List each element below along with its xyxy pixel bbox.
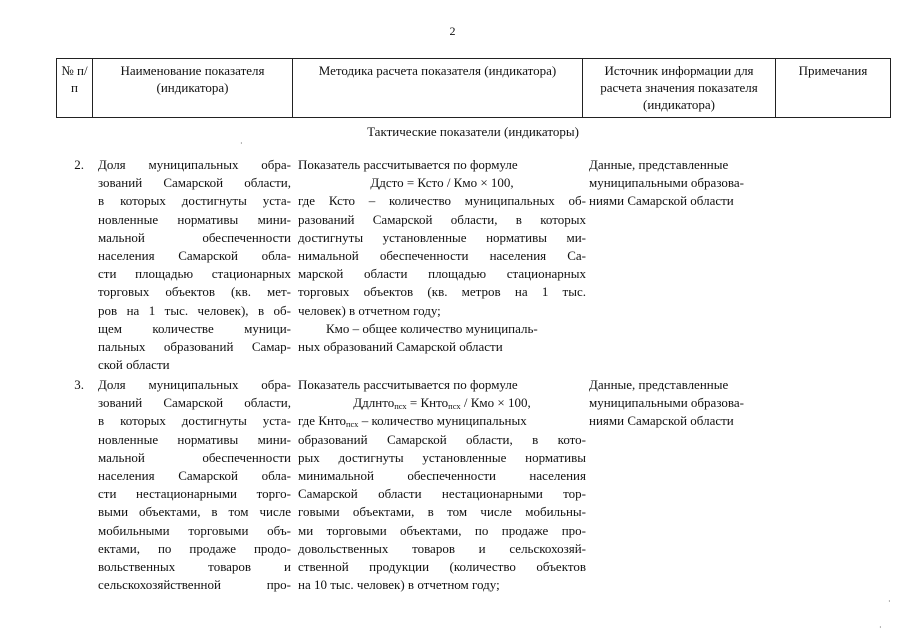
section-title: Тактические показатели (индикаторы): [367, 124, 579, 139]
row-number: 3.: [74, 377, 84, 392]
column-header-calculation-method: Методика расчета показателя (индикатора): [293, 59, 583, 118]
column-header-indicator-name: Наименование показателя (индикатора): [93, 59, 293, 118]
formula: Ддсто = Ксто / Кмо × 100,: [370, 175, 514, 191]
formula: Ддлнто$_{псх}$ = Кнто$_{псх}$ / Кмо × 100,: [353, 395, 531, 412]
information-source: Данные, представленные муниципальными образова- ниями Самарской области: [589, 157, 744, 209]
indicator-name: Доля муниципальных обра- зований Самарской области, в которых достигнуты уста- новленные нормативы мини- мальной обеспеченности населения Самарской обла- сти нестационарными торго- выми объектами, в том числе мобильными торговыми объ- ектами, по продаже продо- вольственных товаров и сельскохозяйственной про-: [98, 377, 291, 593]
indicator-name: Доля муниципальных обра- зований Самарской области, в которых достигнуты уста- новленные нормативы мини- мальной обеспеченности населения Самарской обла- сти площадью стационарных торговых объектов (кв. мет- ров на 1 тыс. человек), в об- щем количестве муници- пальных образований Самар- ской области: [98, 157, 291, 373]
scan-speck: ·: [879, 623, 882, 632]
calculation-method: Показатель рассчитывается по формуле Ддсто = Ксто / Кмо × 100, где Ксто – количество муниципальных об- разований Самарской области, в которых достигнуты установленные нормативы ми- нимальной обеспеченности населения Са- марской области площадью стационарных торговых объектов (кв. метров на 1 тыс. человек) в отчетном году; Кмо – общее количество муниципаль- ных образований Самарской области: [298, 157, 586, 355]
column-header-number: № п/п: [57, 59, 93, 118]
calculation-method: Показатель рассчитывается по формуле Ддлнто$_{псх}$ = Кнто$_{псх}$ / Кмо × 100, где Кнто$_{псх}$ – количество муниципальных образований Самарской области, в кото- рых достигнуты установленные нормативы минимальной обеспеченности населения Самарской области нестационарными тор- говыми объектами, в том числе мобильны- ми торговыми объектами, по продаже про- довольственных товаров и сельскохозяй- ственной продукции (количество объектов на 10 тыс. человек) в отчетном году;: [298, 377, 586, 593]
scan-speck: ·: [888, 597, 891, 606]
column-header-notes: Примечания: [776, 59, 891, 118]
column-header-information-source: Источник информации для расчета значения показателя (индикатора): [583, 59, 776, 118]
page-number: 2: [449, 24, 456, 38]
information-source: Данные, представленные муниципальными образова- ниями Самарской области: [589, 377, 744, 429]
scan-speck: ·: [240, 139, 243, 148]
row-number: 2.: [74, 157, 84, 172]
indicators-table-header: [56, 58, 891, 118]
